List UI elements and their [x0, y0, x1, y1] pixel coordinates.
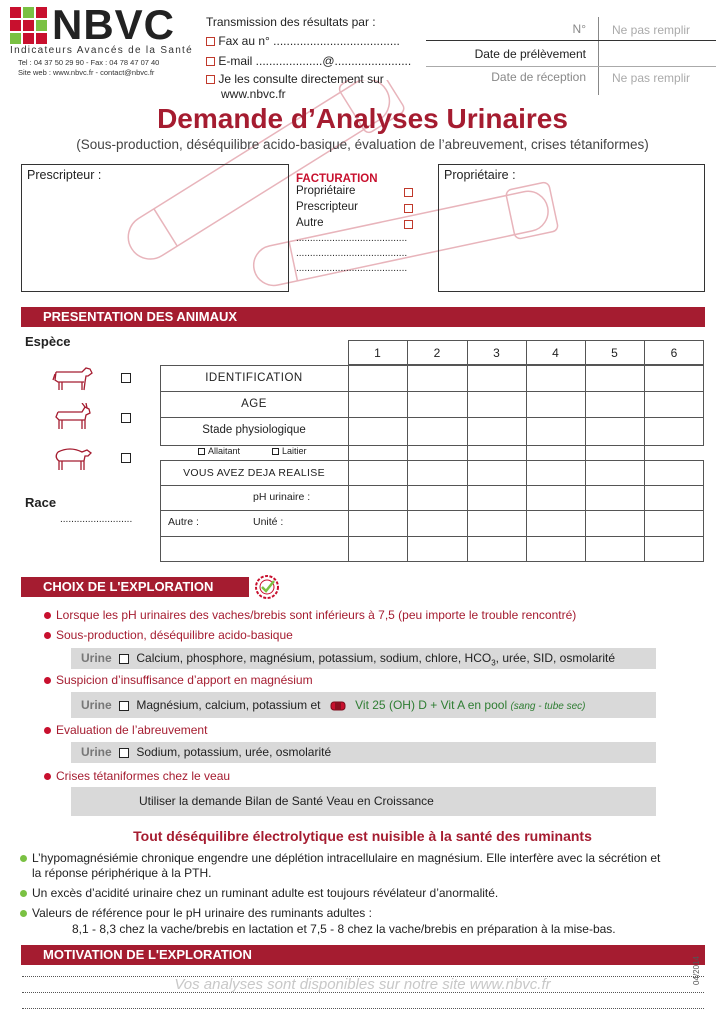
column-header-2: 2	[433, 346, 441, 360]
column-header-3: 3	[493, 346, 500, 360]
facturation-line[interactable]: ........................................	[296, 263, 408, 274]
facturation-item-autre[interactable]	[296, 217, 421, 233]
exploration-item-title	[44, 769, 230, 783]
blood-tube-icon	[330, 701, 346, 711]
race-input[interactable]: ..........................	[60, 514, 133, 525]
row-label-identification: IDENTIFICATION	[205, 372, 303, 384]
prescripteur-label: Prescripteur :	[27, 168, 102, 182]
laitier-option[interactable]	[272, 446, 307, 456]
facturation-checkbox[interactable]	[404, 188, 413, 197]
urine-prefix: Urine	[81, 651, 112, 665]
transmission-title: Transmission des résultats par :	[206, 15, 376, 29]
facturation-item-prescripteur[interactable]	[296, 201, 421, 217]
contact-web: Site web : www.nbvc.fr - contact@nbvc.fr	[18, 68, 155, 77]
animals-table	[160, 340, 704, 562]
espece-label: Espèce	[25, 334, 71, 349]
exploration-item-title	[44, 628, 293, 642]
bullet-icon	[44, 632, 51, 639]
allaitant-option[interactable]	[198, 446, 240, 456]
bullet-icon	[44, 612, 51, 619]
exploration-intro	[44, 608, 576, 622]
ph-urinaire-label: pH urinaire :	[253, 491, 311, 503]
facturation-checkbox[interactable]	[404, 204, 413, 213]
option-checkbox[interactable]	[119, 701, 129, 711]
bullet-icon	[44, 727, 51, 734]
sheep-icon	[52, 444, 94, 472]
facturation-checkbox[interactable]	[404, 220, 413, 229]
laitier-label: Laitier	[282, 446, 307, 456]
info-paragraph-2	[20, 886, 498, 900]
proprietaire-box[interactable]	[438, 164, 705, 292]
option-checkbox[interactable]	[119, 748, 129, 758]
info-paragraph-4: 8,1 - 8,3 chez la vache/brebis en lactation et 7,5 - 8 chez la vache/brebis en préparation à la mise-bas.	[72, 922, 616, 936]
info-text: Un excès d’acidité urinaire chez un ruminant adulte est toujours révélateur d’anormalité.	[32, 886, 499, 900]
item-title-text: Crises tétaniformes chez le veau	[56, 769, 231, 783]
fax-label: Fax au n° ......................................	[218, 34, 400, 48]
exploration-option-magnesium[interactable]	[71, 692, 656, 718]
exploration-item-title	[44, 673, 313, 687]
option-text: Calcium, phosphore, magnésium, potassium, sodium, chlore, HCO	[136, 651, 492, 665]
site-checkbox[interactable]	[206, 75, 215, 84]
item-title-text: Suspicion d’insuffisance d’apport en magnésium	[56, 673, 313, 687]
info-heading: Tout déséquilibre électrolytique est nuisible à la santé des ruminants	[133, 828, 592, 844]
item-title-text: Evaluation de l’abreuvement	[56, 723, 208, 737]
goat-icon	[52, 403, 94, 431]
info-paragraph-3	[20, 906, 372, 920]
urine-prefix: Urine	[81, 745, 112, 759]
email-label: E-mail ....................@.......................	[218, 54, 412, 68]
contact-phone: Tel : 04 37 50 29 90 - Fax : 04 78 47 07 40	[18, 58, 160, 67]
facturation-item-proprietaire[interactable]	[296, 185, 421, 201]
item-title-text: Sous-production, déséquilibre acido-basique	[56, 628, 293, 642]
facturation-item-label: Autre	[296, 217, 324, 229]
lab-field-date-reception-value: Ne pas remplir	[612, 71, 691, 85]
facturation-item-label: Propriétaire	[296, 185, 356, 197]
option-extra-note: (sang - tube sec)	[510, 701, 586, 712]
motivation-line[interactable]	[22, 1008, 704, 1009]
transmission-email[interactable]	[206, 54, 411, 68]
option-text: Utiliser la demande Bilan de Santé Veau en Croissance	[139, 794, 434, 808]
info-text: Valeurs de référence pour le pH urinaire des ruminants adultes :	[32, 906, 372, 920]
version-label: 04/2014	[692, 956, 701, 985]
option-text: Magnésium, calcium, potassium et	[136, 698, 321, 712]
info-text: L’hypomagnésiémie chronique engendre une déplétion intracellulaire en magnésium. Elle interfère avec la sécrétion et	[32, 851, 661, 865]
lab-field-date-reception-label: Date de réception	[491, 70, 586, 84]
transmission-fax[interactable]	[206, 34, 400, 48]
intro-text: Lorsque les pH urinaires des vaches/brebis sont inférieurs à 7,5 (peu importe le trouble rencontré)	[56, 608, 577, 622]
info-paragraph-1	[20, 851, 720, 881]
facturation-line[interactable]: ........................................	[296, 233, 408, 244]
espece-checkbox-brebis[interactable]	[121, 453, 131, 463]
unite-label: Unité :	[253, 516, 284, 528]
exploration-option-veau	[71, 787, 656, 816]
column-header-1: 1	[374, 346, 381, 360]
bullet-icon	[20, 910, 27, 917]
page-title: Demande d’Analyses Urinaires	[157, 103, 568, 134]
allaitant-checkbox[interactable]	[198, 448, 205, 455]
allaitant-label: Allaitant	[208, 446, 241, 456]
deja-realise-label: VOUS AVEZ DEJA REALISE	[183, 467, 325, 479]
motivation-section-header: MOTIVATION DE L'EXPLORATION	[21, 945, 705, 965]
prescripteur-box[interactable]	[21, 164, 289, 292]
option-checkbox[interactable]	[119, 654, 129, 664]
exploration-item-title	[44, 723, 207, 737]
espece-checkbox-vache[interactable]	[121, 373, 131, 383]
cow-icon	[52, 364, 94, 392]
exploration-option-abreuvement[interactable]	[71, 742, 656, 763]
site-label: Je les consulte directement sur	[218, 72, 384, 86]
exploration-option-sous-production[interactable]	[71, 648, 656, 669]
logo-text: NBVC	[52, 1, 176, 48]
facturation-item-label: Prescripteur	[296, 201, 358, 213]
email-checkbox[interactable]	[206, 57, 215, 66]
lab-field-date-prelevement-input[interactable]	[612, 47, 712, 63]
facturation-block	[296, 173, 421, 278]
laitier-checkbox[interactable]	[272, 448, 279, 455]
bullet-icon	[44, 677, 51, 684]
autre-label: Autre :	[168, 516, 199, 528]
logo-grid-icon	[10, 7, 50, 45]
option-extra: Vit 25 (OH) D + Vit A en pool	[355, 698, 508, 712]
column-header-4: 4	[552, 346, 559, 360]
logo-tagline: Indicateurs Avancés de la Santé	[10, 45, 193, 56]
lab-field-date-prelevement-label: Date de prélèvement	[474, 47, 586, 61]
espece-checkbox-chevre[interactable]	[121, 413, 131, 423]
column-header-6: 6	[670, 346, 678, 360]
row-label-stade: Stade physiologique	[202, 424, 306, 436]
proprietaire-label: Propriétaire :	[444, 168, 516, 182]
row-label-age: AGE	[241, 398, 267, 410]
urine-prefix: Urine	[81, 698, 112, 712]
page-subtitle: (Sous-production, déséquilibre acido-basique, évaluation de l’abreuvement, crises tétaniformes)	[76, 137, 649, 152]
bullet-icon	[20, 890, 27, 897]
race-label: Race	[25, 495, 57, 510]
option-subscript: 3	[491, 658, 496, 668]
transmission-site[interactable]	[206, 72, 384, 102]
exploration-section-header: CHOIX DE L'EXPLORATION	[21, 577, 249, 597]
bullet-icon	[44, 773, 51, 780]
bullet-icon	[20, 855, 27, 862]
option-text: Sodium, potassium, urée, osmolarité	[136, 745, 332, 759]
fax-checkbox[interactable]	[206, 37, 215, 46]
facturation-line[interactable]: ........................................	[296, 248, 408, 259]
animals-section-header: PRESENTATION DES ANIMAUX	[21, 307, 705, 327]
lab-fields-table	[426, 17, 716, 95]
column-header-5: 5	[611, 346, 618, 360]
info-text: la réponse périphérique à la PTH.	[32, 866, 212, 880]
website-watermark: Vos analyses sont disponibles sur notre site www.nbvc.fr	[174, 976, 551, 993]
option-text-after: , urée, SID, osmolarité	[495, 651, 616, 665]
site-url: www.nbvc.fr	[221, 87, 286, 101]
facturation-title: FACTURATION	[296, 173, 378, 185]
lab-field-num-value: Ne pas remplir	[612, 23, 691, 37]
lab-field-num-label: N°	[572, 22, 586, 36]
check-seal-icon	[254, 574, 280, 600]
